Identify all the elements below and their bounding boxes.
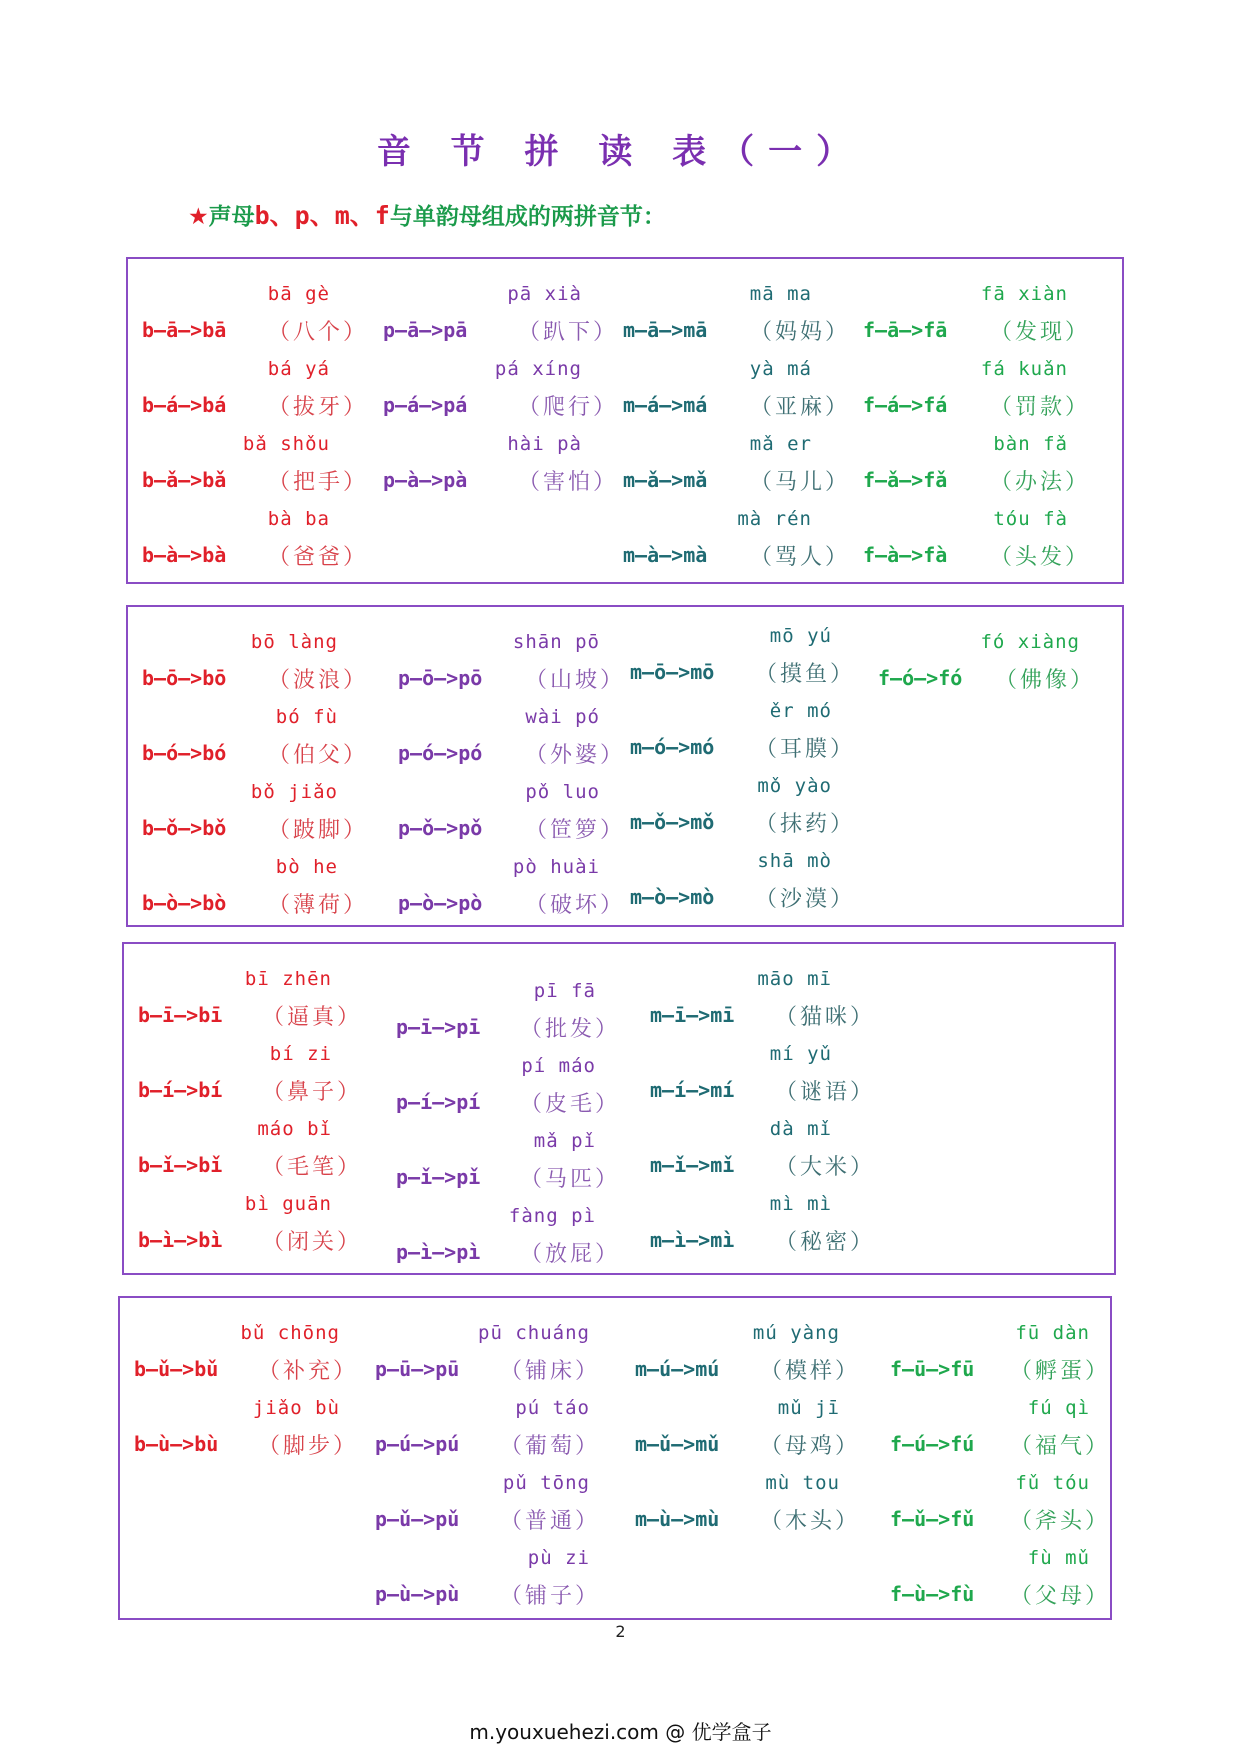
pinyin-word: mā ma bbox=[749, 283, 812, 305]
hanzi-word: （木头） bbox=[760, 1509, 861, 1534]
pinyin-word: mǎ er bbox=[749, 433, 812, 455]
heading-suffix: 与单韵母组成的两拼音节： bbox=[389, 204, 666, 230]
pinyin-word: ěr mó bbox=[769, 700, 832, 722]
hanzi-word: （普通） bbox=[500, 1509, 601, 1534]
syllable-formula: p—ǔ—>pǔ bbox=[375, 1507, 460, 1531]
pinyin-word: mì mì bbox=[769, 1193, 832, 1215]
syllable-formula: m—ì—>mì bbox=[650, 1228, 735, 1252]
pinyin-word: mú yàng bbox=[752, 1322, 840, 1344]
syllable-formula: p—ū—>pū bbox=[375, 1357, 460, 1381]
syllable-formula: b—í—>bí bbox=[138, 1078, 223, 1102]
pinyin-word: mù tou bbox=[765, 1472, 840, 1494]
hanzi-word: （闭关） bbox=[262, 1230, 363, 1255]
syllable-formula: m—ǎ—>mǎ bbox=[623, 468, 708, 492]
hanzi-word: （害怕） bbox=[518, 470, 619, 495]
hanzi-word: （谜语） bbox=[775, 1080, 876, 1105]
pinyin-word: bō làng bbox=[250, 631, 338, 653]
syllable-formula: f—ù—>fù bbox=[890, 1582, 975, 1606]
pinyin-word: jiǎo bù bbox=[252, 1397, 340, 1419]
syllable-formula: p—ù—>pù bbox=[375, 1582, 460, 1606]
pinyin-word: fú qì bbox=[1027, 1397, 1090, 1419]
pinyin-word: shān pō bbox=[512, 631, 600, 653]
pinyin-word: mǎ pǐ bbox=[533, 1130, 596, 1152]
hanzi-word: （大米） bbox=[775, 1155, 876, 1180]
pinyin-word: mǒ yào bbox=[757, 775, 832, 797]
syllable-formula: m—ī—>mī bbox=[650, 1003, 735, 1027]
section-heading bbox=[188, 196, 666, 232]
hanzi-word: （外婆） bbox=[525, 743, 626, 768]
pinyin-word: hài pà bbox=[507, 433, 582, 455]
syllable-formula: f—ā—>fā bbox=[863, 318, 948, 342]
hanzi-word: （耳膜） bbox=[755, 737, 856, 762]
syllable-formula: p—ǐ—>pǐ bbox=[396, 1165, 481, 1189]
pinyin-word: pò huài bbox=[512, 856, 600, 878]
syllable-formula: m—ò—>mò bbox=[630, 885, 715, 909]
pinyin-word: pú táo bbox=[515, 1397, 590, 1419]
syllable-formula: f—ǎ—>fǎ bbox=[863, 468, 948, 492]
syllable-formula: f—á—>fá bbox=[863, 393, 948, 417]
pinyin-word: pū chuáng bbox=[478, 1322, 590, 1344]
syllable-formula: b—ǎ—>bǎ bbox=[142, 468, 227, 492]
hanzi-word: （摸鱼） bbox=[755, 662, 856, 687]
hanzi-word: （秘密） bbox=[775, 1230, 876, 1255]
hanzi-word: （骂人） bbox=[750, 545, 851, 570]
syllable-formula: m—ó—>mó bbox=[630, 735, 715, 759]
pinyin-word: pī fā bbox=[533, 980, 596, 1002]
syllable-formula: f—ó—>fó bbox=[878, 666, 963, 690]
hanzi-word: （破坏） bbox=[525, 893, 626, 918]
pinyin-word: fù mǔ bbox=[1027, 1547, 1090, 1569]
pinyin-word: wài pó bbox=[525, 706, 600, 728]
heading-letters: b、p、m、f bbox=[254, 201, 390, 230]
hanzi-word: （铺床） bbox=[500, 1359, 601, 1384]
hanzi-word: （补充） bbox=[258, 1359, 359, 1384]
pinyin-word: fǔ tóu bbox=[1015, 1472, 1090, 1494]
hanzi-word: （斧头） bbox=[1010, 1509, 1111, 1534]
syllable-formula: m—ǐ—>mǐ bbox=[650, 1153, 735, 1177]
hanzi-word: （抹药） bbox=[755, 812, 856, 837]
hanzi-word: （毛笔） bbox=[262, 1155, 363, 1180]
pinyin-word: fó xiàng bbox=[980, 631, 1080, 653]
hanzi-word: （妈妈） bbox=[750, 320, 851, 345]
hanzi-word: （孵蛋） bbox=[1010, 1359, 1111, 1384]
pinyin-word: bó fù bbox=[275, 706, 338, 728]
pinyin-word: mō yú bbox=[769, 625, 832, 647]
pinyin-word: yà má bbox=[749, 358, 812, 380]
hanzi-word: （铺子） bbox=[500, 1584, 601, 1609]
syllable-formula: f—ū—>fū bbox=[890, 1357, 975, 1381]
pinyin-word: máo bǐ bbox=[257, 1118, 332, 1140]
syllable-formula: m—ǔ—>mǔ bbox=[635, 1432, 720, 1456]
pinyin-word: bǎ shǒu bbox=[242, 433, 330, 455]
hanzi-word: （鼻子） bbox=[262, 1080, 363, 1105]
page-title: 音 节 拼 读 表（一） bbox=[376, 132, 865, 172]
hanzi-word: （母鸡） bbox=[760, 1434, 861, 1459]
hanzi-word: （佛像） bbox=[995, 668, 1096, 693]
pinyin-word: mǔ jī bbox=[777, 1397, 840, 1419]
syllable-formula: b—ó—>bó bbox=[142, 741, 227, 765]
pinyin-word: bā gè bbox=[267, 283, 330, 305]
pinyin-word: pǒ luo bbox=[525, 781, 600, 803]
pinyin-word: tóu fà bbox=[993, 508, 1068, 530]
syllable-formula: b—ù—>bù bbox=[134, 1432, 219, 1456]
hanzi-word: （薄荷） bbox=[268, 893, 369, 918]
syllable-formula: m—ǒ—>mǒ bbox=[630, 810, 715, 834]
hanzi-word: （发现） bbox=[990, 320, 1091, 345]
syllable-formula: b—ì—>bì bbox=[138, 1228, 223, 1252]
hanzi-word: （马匹） bbox=[520, 1167, 621, 1192]
hanzi-word: （皮毛） bbox=[520, 1092, 621, 1117]
syllable-formula: p—ā—>pā bbox=[383, 318, 468, 342]
hanzi-word: （笸箩） bbox=[525, 818, 626, 843]
pinyin-word: pǔ tōng bbox=[502, 1472, 590, 1494]
hanzi-word: （伯父） bbox=[268, 743, 369, 768]
syllable-formula: m—á—>má bbox=[623, 393, 708, 417]
hanzi-word: （猫咪） bbox=[775, 1005, 876, 1030]
syllable-formula: p—ì—>pì bbox=[396, 1240, 481, 1264]
syllable-formula: p—ō—>pō bbox=[398, 666, 483, 690]
syllable-formula: m—ā—>mā bbox=[623, 318, 708, 342]
syllable-formula: b—ā—>bā bbox=[142, 318, 227, 342]
hanzi-word: （模样） bbox=[760, 1359, 861, 1384]
hanzi-word: （罚款） bbox=[990, 395, 1091, 420]
page-number: 2 bbox=[615, 1622, 626, 1641]
hanzi-word: （波浪） bbox=[268, 668, 369, 693]
syllable-formula: m—ù—>mù bbox=[635, 1507, 720, 1531]
hanzi-word: （跛脚） bbox=[268, 818, 369, 843]
syllable-formula: m—í—>mí bbox=[650, 1078, 735, 1102]
hanzi-word: （办法） bbox=[990, 470, 1091, 495]
syllable-formula: b—ǔ—>bǔ bbox=[134, 1357, 219, 1381]
footer-watermark: m.youxuehezi.com @ 优学盒子 bbox=[469, 1720, 772, 1744]
pinyin-word: bī zhēn bbox=[244, 968, 332, 990]
pinyin-word: fá kuǎn bbox=[980, 358, 1068, 380]
syllable-formula: b—à—>bà bbox=[142, 543, 227, 567]
syllable-formula: b—ò—>bò bbox=[142, 891, 227, 915]
pinyin-word: pā xià bbox=[507, 283, 582, 305]
pinyin-word: pá xíng bbox=[494, 358, 582, 380]
hanzi-word: （八个） bbox=[268, 320, 369, 345]
syllable-formula: p—ǒ—>pǒ bbox=[398, 816, 483, 840]
hanzi-word: （把手） bbox=[268, 470, 369, 495]
pinyin-word: shā mò bbox=[757, 850, 832, 872]
syllable-formula: p—ò—>pò bbox=[398, 891, 483, 915]
syllable-formula: p—ú—>pú bbox=[375, 1432, 460, 1456]
pinyin-word: pí máo bbox=[521, 1055, 596, 1077]
pinyin-word: bǒ jiǎo bbox=[250, 781, 338, 803]
pinyin-word: mà rén bbox=[737, 508, 812, 530]
syllable-formula: f—ǔ—>fǔ bbox=[890, 1507, 975, 1531]
syllable-formula: b—ō—>bō bbox=[142, 666, 227, 690]
syllable-formula: b—á—>bá bbox=[142, 393, 227, 417]
pinyin-word: fā xiàn bbox=[980, 283, 1068, 305]
pinyin-word: bà ba bbox=[267, 508, 330, 530]
syllable-formula: p—í—>pí bbox=[396, 1090, 481, 1114]
hanzi-word: （沙漠） bbox=[755, 887, 856, 912]
syllable-formula: p—ī—>pī bbox=[396, 1015, 481, 1039]
syllable-formula: p—à—>pà bbox=[383, 468, 468, 492]
syllable-formula: p—á—>pá bbox=[383, 393, 468, 417]
heading-prefix: 声母 bbox=[208, 204, 255, 230]
pinyin-word: bàn fǎ bbox=[993, 433, 1068, 455]
hanzi-word: （趴下） bbox=[518, 320, 619, 345]
syllable-formula: m—ō—>mō bbox=[630, 660, 715, 684]
hanzi-word: （拔牙） bbox=[268, 395, 369, 420]
star-icon: ★ bbox=[188, 204, 209, 230]
syllable-formula: m—ú—>mú bbox=[635, 1357, 720, 1381]
hanzi-word: （爸爸） bbox=[268, 545, 369, 570]
pinyin-word: bò he bbox=[275, 856, 338, 878]
pinyin-word: bí zi bbox=[269, 1043, 332, 1065]
syllable-formula: m—à—>mà bbox=[623, 543, 708, 567]
pinyin-word: bì guān bbox=[244, 1193, 332, 1215]
hanzi-word: （批发） bbox=[520, 1017, 621, 1042]
hanzi-word: （逼真） bbox=[262, 1005, 363, 1030]
hanzi-word: （葡萄） bbox=[500, 1434, 601, 1459]
pinyin-word: fàng pì bbox=[508, 1205, 596, 1227]
hanzi-word: （头发） bbox=[990, 545, 1091, 570]
pinyin-word: māo mī bbox=[757, 968, 832, 990]
pinyin-word: pù zi bbox=[527, 1547, 590, 1569]
pinyin-word: bǔ chōng bbox=[240, 1322, 340, 1344]
syllable-formula: f—ú—>fú bbox=[890, 1432, 975, 1456]
hanzi-word: （马儿） bbox=[750, 470, 851, 495]
pinyin-word: mí yǔ bbox=[769, 1043, 832, 1065]
syllable-formula: b—ǐ—>bǐ bbox=[138, 1153, 223, 1177]
syllable-formula: p—ó—>pó bbox=[398, 741, 483, 765]
hanzi-word: （山坡） bbox=[525, 668, 626, 693]
hanzi-word: （放屁） bbox=[520, 1242, 621, 1267]
hanzi-word: （福气） bbox=[1010, 1434, 1111, 1459]
hanzi-word: （脚步） bbox=[258, 1434, 359, 1459]
pinyin-word: fū dàn bbox=[1015, 1322, 1090, 1344]
pinyin-word: bá yá bbox=[267, 358, 330, 380]
hanzi-word: （爬行） bbox=[518, 395, 619, 420]
syllable-formula: b—ǒ—>bǒ bbox=[142, 816, 227, 840]
syllable-formula: b—ī—>bī bbox=[138, 1003, 223, 1027]
pinyin-word: dà mǐ bbox=[769, 1118, 832, 1140]
syllable-formula: f—à—>fà bbox=[863, 543, 948, 567]
hanzi-word: （父母） bbox=[1010, 1584, 1111, 1609]
hanzi-word: （亚麻） bbox=[750, 395, 851, 420]
